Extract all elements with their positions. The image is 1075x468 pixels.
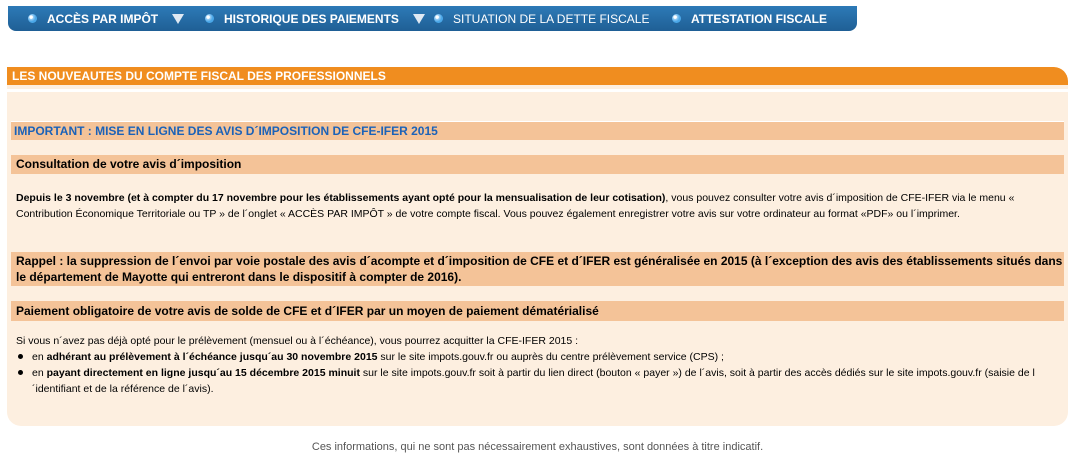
list-item-prefix: en — [32, 367, 47, 379]
chevron-down-icon[interactable] — [413, 14, 425, 24]
divider — [7, 89, 1068, 92]
list-item-text — [32, 365, 1061, 397]
paiement-intro: Si vous n´avez pas déjà opté pour le prélèvement (mensuel ou à l´échéance), vous pourrez acquitter la CFE-IFER 2015 : — [16, 335, 579, 347]
bullet-icon — [28, 14, 37, 23]
consultation-heading: Consultation de votre avis d´imposition — [11, 155, 1064, 174]
nav-item-historique-des-paiements[interactable] — [205, 6, 425, 31]
bullet-icon — [18, 370, 23, 375]
bullet-icon — [205, 14, 214, 23]
nav-item-acces-par-impot[interactable] — [28, 6, 184, 31]
rappel-notice: Rappel : la suppression de l´envoi par voie postale des avis d´acompte et d´imposition de CFE et d´IFER est généralisée en 2015 (à l´exception des avis des établissements situés dans le département de Mayotte qui entreront dans le dispositif à compter de 2016). — [11, 252, 1064, 286]
nav-item-label: ACCÈS PAR IMPÔT — [47, 11, 159, 26]
nav-item-situation-dette-fiscale[interactable] — [434, 6, 649, 31]
bullet-icon — [18, 354, 23, 359]
list-item-prefix: en — [32, 351, 47, 363]
list-item-text — [32, 349, 1061, 365]
nav-item-attestation-fiscale[interactable] — [672, 6, 827, 31]
consultation-text-bold: Depuis le 3 novembre (et à compter du 17 novembre pour les établissements ayant opté pour la mensualisation de leur cotisation) — [16, 192, 666, 204]
bullet-icon — [434, 14, 443, 23]
bullet-icon — [672, 14, 681, 23]
list-item — [16, 365, 1061, 397]
disclaimer-note: Ces informations, qui ne sont pas nécessairement exhaustives, sont données à titre indicatif. — [311, 441, 764, 453]
paiement-text — [16, 333, 1061, 397]
consultation-text-rest: , vous pouvez consulter votre avis d´imposition de CFE-IFER via le menu « Contribution Économique Territoriale ou TP » de l´onglet « ACCÈS PAR IMPÔT » de votre compte fiscal. Vous pouvez également enregistrer votre avis sur votre ordinateur au format «PDF» ou l´imprimer. — [16, 192, 1015, 220]
nav-item-label: ATTESTATION FISCALE — [691, 11, 827, 26]
consultation-text — [16, 190, 1061, 222]
panel-title: LES NOUVEAUTES DU COMPTE FISCAL DES PROFESSIONNELS — [7, 67, 1068, 85]
news-panel — [7, 67, 1068, 426]
nav-item-label: HISTORIQUE DES PAIEMENTS — [224, 11, 399, 26]
nav-item-label: SITUATION DE LA DETTE FISCALE — [453, 11, 650, 26]
important-heading: IMPORTANT : MISE EN LIGNE DES AVIS D´IMPOSITION DE CFE-IFER 2015 — [11, 121, 1064, 140]
list-item — [16, 349, 1061, 365]
list-item-bold: adhérant au prélèvement à l´échéance jusqu´au 30 novembre 2015 — [46, 351, 378, 363]
list-item-rest: sur le site impots.gouv.fr soit à partir du lien direct (bouton « payer ») de l´avis, soit à partir des accès dédiés sur le site impots.gouv.fr (saisie de l´identifiant et de la référence de l´avis). — [32, 367, 1035, 395]
paiement-heading: Paiement obligatoire de votre avis de solde de CFE et d´IFER par un moyen de paiement dématérialisé — [11, 301, 1064, 321]
list-item-bold: payant directement en ligne jusqu´au 15 décembre 2015 minuit — [46, 367, 360, 379]
top-nav-bar — [8, 6, 857, 31]
chevron-down-icon[interactable] — [172, 14, 184, 24]
list-item-rest: sur le site impots.gouv.fr ou auprès du centre prélèvement service (CPS) ; — [377, 351, 724, 363]
